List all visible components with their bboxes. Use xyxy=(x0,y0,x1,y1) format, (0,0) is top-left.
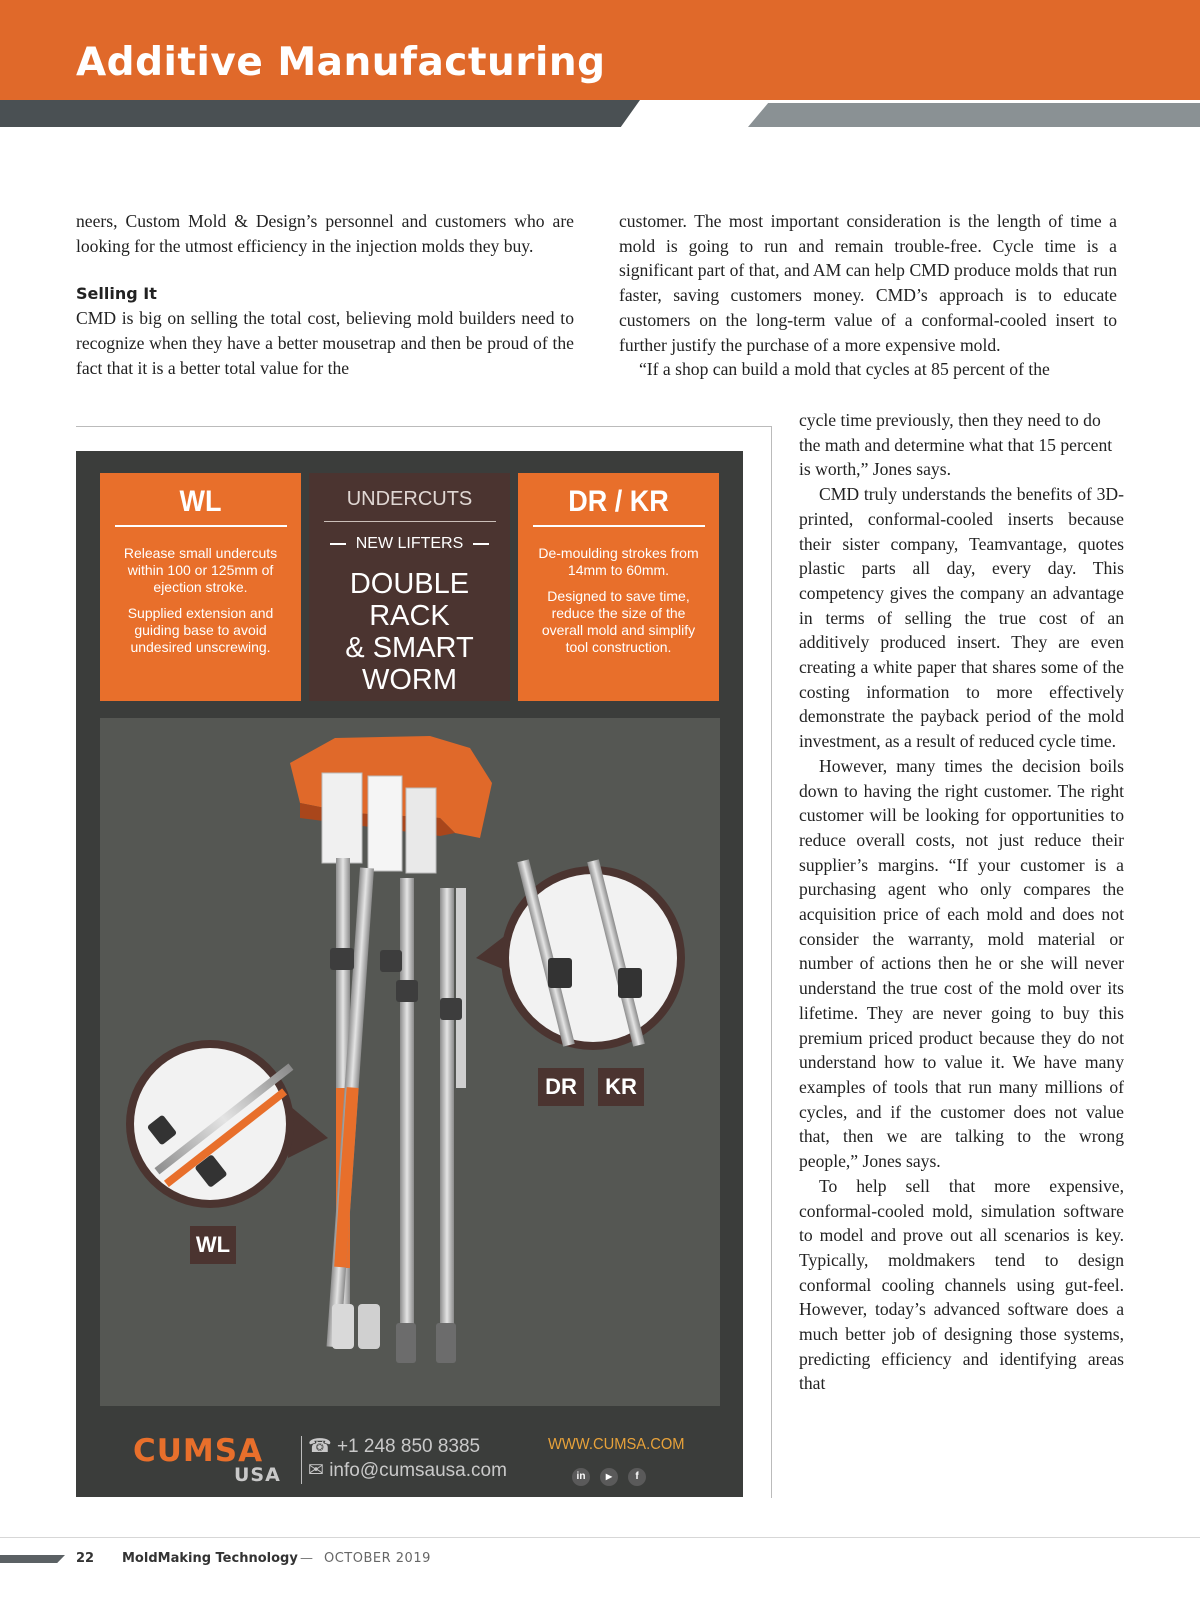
footer-rule xyxy=(0,1537,1200,1538)
issue-date: OCTOBER 2019 xyxy=(324,1551,431,1566)
drkr-box-title: DR / KR xyxy=(568,485,669,518)
linkedin-icon[interactable]: in xyxy=(572,1468,590,1486)
lifter-rod xyxy=(440,888,454,1348)
detail-clamp xyxy=(618,968,642,998)
paragraph: cycle time previously, then they need to do the math and determine what that 15 percent is worth,” Jones says. xyxy=(799,410,1113,480)
email-icon: ✉ xyxy=(308,1460,324,1481)
email-address: info@cumsausa.com xyxy=(329,1460,507,1481)
headline-line: DOUBLE xyxy=(349,568,470,600)
cumsa-advertisement xyxy=(76,451,743,1497)
ad-footer xyxy=(76,1406,743,1497)
rack-bar xyxy=(456,888,466,1088)
phone-line xyxy=(308,1435,480,1458)
facebook-icon[interactable]: f xyxy=(628,1468,646,1486)
clamp xyxy=(330,948,354,970)
phone-icon: ☎ xyxy=(308,1436,332,1457)
drkr-info-box xyxy=(518,473,719,701)
wl-box-text: Supplied extension and guiding base to avoid undesired unscrewing. xyxy=(127,604,274,655)
website-link[interactable]: WWW.CUMSA.COM xyxy=(548,1436,685,1453)
kr-tag: KR xyxy=(598,1068,644,1106)
dash xyxy=(473,543,489,545)
drkr-box-text: Designed to save time, reduce the size of the overall mold and simplify tool construction. xyxy=(541,587,696,655)
rod-fitting xyxy=(396,1323,416,1363)
article-left-column xyxy=(76,209,574,381)
headline-line: WORM xyxy=(361,664,458,696)
dr-tag: DR xyxy=(538,1068,584,1106)
detail-clamp xyxy=(548,958,572,988)
lifter-head xyxy=(368,776,402,871)
lifter-head xyxy=(406,788,436,873)
divider xyxy=(533,525,705,527)
cumsa-logo-sub: USA xyxy=(234,1464,281,1486)
headline-line: RACK xyxy=(369,600,450,632)
header-dark-stripe xyxy=(0,100,640,127)
clamp xyxy=(380,950,402,972)
divider xyxy=(115,525,287,527)
paragraph: However, many times the decision boils down to having the right customer. The right customer will be looking for opportunities to reduce overall costs, not just reduce their supplier’s margins. “If your customer is a purchasing agent who only compares the acquisition price of each mold and does not consider the warranty, mold material or number of actions then he or she will never understand the true cost of the mold over its lifetime. They are never going to buy this premium priced product because they do not understand how to value it. We have many examples of tools that run many millions of cycles, and if the customer does not value that, then we are talking to the wrong people,” Jones says. xyxy=(799,755,1124,1172)
section-title: Additive Manufacturing xyxy=(76,40,606,85)
paragraph: “If a shop can build a mold that cycles at 85 percent of the xyxy=(639,359,1050,380)
cumsa-logo: CUMSA xyxy=(133,1433,264,1469)
lifter-illustration-svg xyxy=(100,718,720,1406)
callout-pointer xyxy=(288,1106,328,1158)
undercuts-title: UNDERCUTS xyxy=(346,488,473,510)
new-lifters-label: NEW LIFTERS xyxy=(355,535,464,552)
clamp xyxy=(440,998,462,1020)
paragraph: To help sell that more expensive, conformal-cooled mold, simulation software to model and prove out all scenarios is key. Typically, moldmakers tend to design conformal cooling channels using gut-feel. However, today’s advanced software does a much better job of designing those systems, predicting efficiency and identifying areas that xyxy=(799,1175,1124,1394)
footer-accent-bar xyxy=(0,1555,65,1563)
dash xyxy=(330,543,346,545)
paragraph: customer. The most important consideration is the length of time a mold is going to run and remain trouble-free. Cycle time is a significant part of that, and AM can help CMD produce molds that run faster, saving customers money. CMD’s approach is to educate customers on the long-term value of a conformal-cooled insert to further justify the purchase of a more expensive mold. xyxy=(619,211,1117,355)
undercuts-box xyxy=(309,473,510,701)
rod-fitting xyxy=(436,1323,456,1363)
subheading: Selling It xyxy=(76,284,157,304)
divider xyxy=(324,521,496,522)
article-right-column xyxy=(619,209,1117,382)
rod-fitting xyxy=(358,1304,380,1349)
lifter-head xyxy=(322,773,362,863)
rod-fitting xyxy=(332,1304,354,1349)
ad-frame-top-rule xyxy=(76,426,772,427)
product-illustration xyxy=(100,718,720,1406)
footer-separator: — xyxy=(300,1551,313,1566)
youtube-icon[interactable]: ▶ xyxy=(600,1468,618,1486)
headline-line: & SMART xyxy=(345,632,474,664)
wl-tag: WL xyxy=(190,1226,236,1264)
page-number: 22 xyxy=(76,1551,95,1566)
divider xyxy=(301,1436,302,1484)
article-right-narrow-column xyxy=(799,408,1124,1396)
ad-frame-right-rule xyxy=(771,426,772,1498)
paragraph: CMD truly understands the benefits of 3D-printed, conformal-cooled inserts because their sister company, Teamvantage, quotes plastic parts all day, every day. This competency gives the company an advantage in terms of selling the true cost of an additively produced insert. They are even creating a white paper that shares some of the costing information to more effectively demonstrate the payback period of the mold investment, as a result of reduced cycle time. xyxy=(799,484,1124,752)
phone-number: +1 248 850 8385 xyxy=(336,1436,481,1457)
paragraph: CMD is big on selling the total cost, believing mold builders need to recognize when they have a better mousetrap and then be proud of the fact that it is a better total value for the xyxy=(76,308,574,378)
email-line xyxy=(308,1459,507,1482)
new-lifters-row xyxy=(309,534,510,554)
wl-box-text: Release small undercuts within 100 or 125mm of ejection stroke. xyxy=(123,544,278,595)
drkr-box-text: De-moulding strokes from 14mm to 60mm. xyxy=(538,544,699,578)
publication-name: MoldMaking Technology xyxy=(122,1551,298,1566)
wl-box-title: WL xyxy=(179,485,222,518)
wl-info-box xyxy=(100,473,301,701)
paragraph: neers, Custom Mold & Design’s personnel and customers who are looking for the utmost efficiency in the injection molds they buy. xyxy=(76,211,574,256)
clamp xyxy=(396,980,418,1002)
header-gray-stripe xyxy=(748,103,1200,127)
lifter-rod xyxy=(400,878,414,1348)
